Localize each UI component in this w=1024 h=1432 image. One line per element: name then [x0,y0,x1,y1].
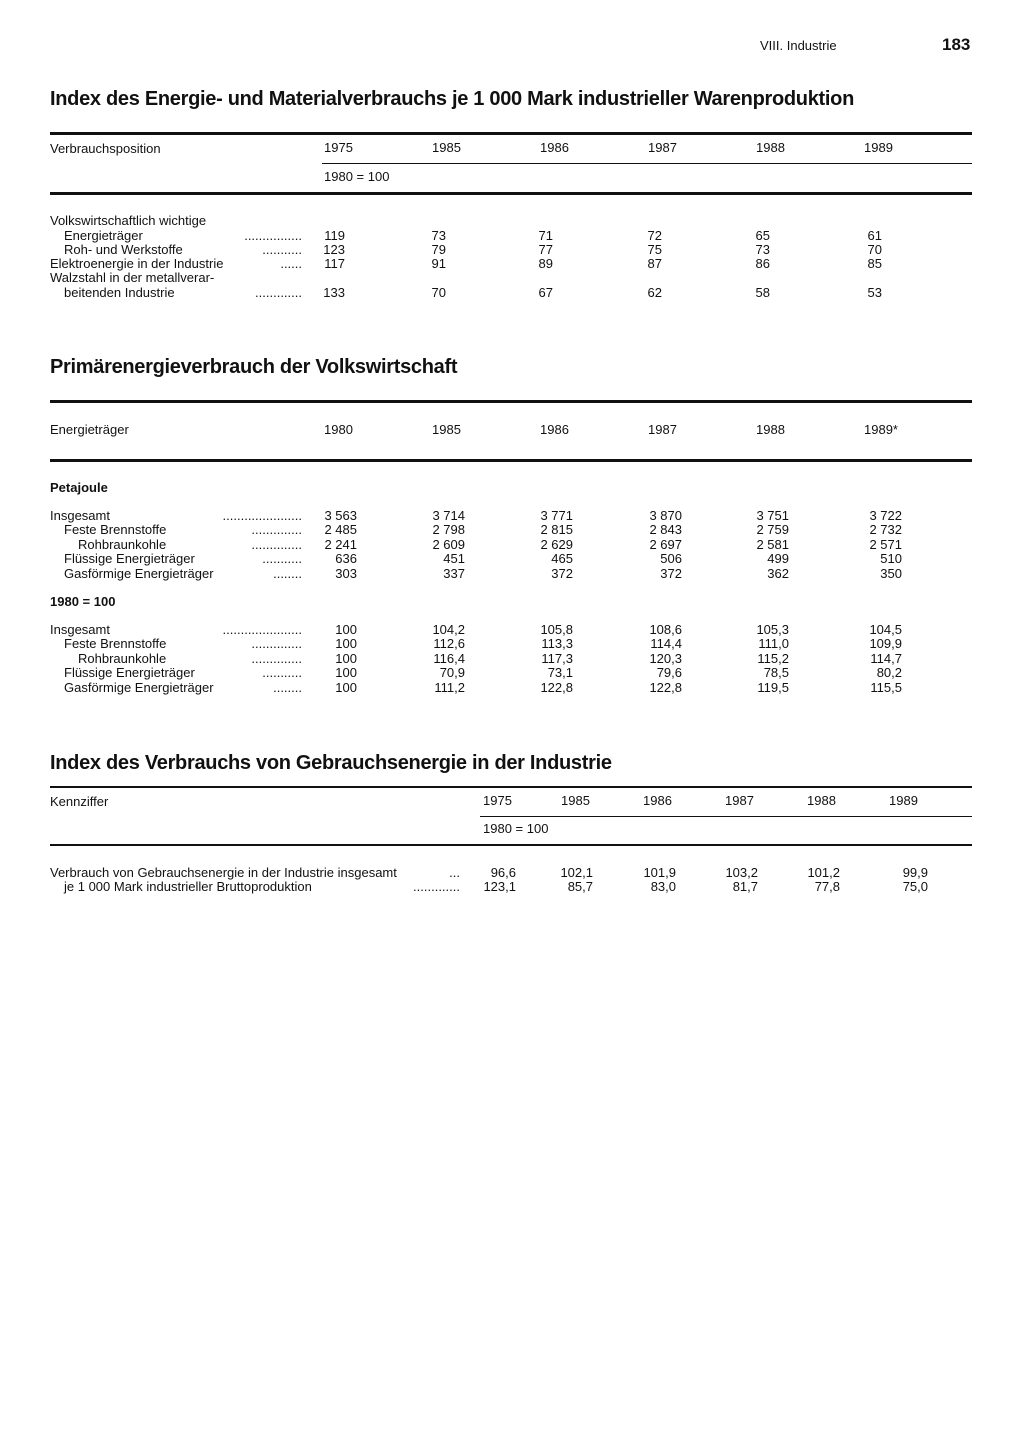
table1-cell: 117 [324,256,345,271]
table1-group-label: Volkswirtschaftlich wichtige [50,213,207,228]
table2-cell: 2 581 [756,536,789,552]
table2-cell: 111,2 [434,679,465,695]
table3-year-1989: 1989 [889,793,918,808]
table2-cell: 78,5 [763,665,789,681]
table1-base-note: 1980 = 100 [324,169,390,184]
table1-year-1989: 1989 [864,140,893,155]
table1-row-label: Energieträger [64,228,143,243]
table3-cell: 101,2 [807,865,840,880]
table2-stub-header: Energieträger [50,422,129,437]
table1-cell: 73 [755,242,770,257]
table2-cell: 104,2 [432,622,465,637]
table2-cell: 2 485 [324,522,357,538]
table2-row-dots: ........ [273,565,302,581]
table1-row-label: Elektroenergie in der Industrie [50,256,224,271]
table2-row-dots: .............. [251,536,302,552]
table2-cell: 3 751 [756,508,789,523]
table1-subheader-rule [322,163,972,164]
table2-row-dots: ...................... [222,508,302,523]
table2-row-label: Insgesamt [50,508,110,523]
table1-year-1988: 1988 [756,140,785,155]
table1-cell: 73 [431,228,446,243]
table2-cell: 3 563 [324,508,357,523]
table2-cell: 120,3 [649,650,682,666]
table2-cell: 113,3 [541,636,573,652]
table1-cell: 58 [755,285,770,300]
table3-row-label: je 1 000 Mark industrieller Bruttoproduktion [64,879,312,894]
table2-cell: 116,4 [433,650,465,666]
table2-cell: 100 [335,665,357,681]
table2-row-label: Gasförmige Energieträger [64,565,214,581]
table1-top-rule [50,132,972,135]
table1-cell: 62 [647,285,662,300]
table2-row-label: Feste Brennstoffe [64,522,167,538]
table3-year-1975: 1975 [483,793,512,808]
table2-cell: 3 714 [432,508,465,523]
table2-cell: 337 [443,565,465,581]
table2-header-bottom-rule [50,459,972,462]
table2-cell: 2 629 [540,536,573,552]
table1-cell: 72 [647,228,662,243]
table1-row-dots: ...... [280,256,302,271]
table1-cell: 71 [538,228,553,243]
table2-cell: 70,9 [439,665,465,681]
table2-cell: 114,7 [870,650,902,666]
table2-cell: 636 [335,551,357,567]
table1-cell: 133 [323,285,345,300]
table2-cell: 3 771 [540,508,573,523]
table2-row-dots: .............. [251,636,302,652]
table2-cell: 2 241 [324,536,357,552]
table2-cell: 2 815 [540,522,573,538]
table2-row-dots: .............. [251,650,302,666]
table3-cell: 101,9 [643,865,676,880]
table1-row-dots: ................ [244,228,302,243]
table2-cell: 117,3 [541,650,573,666]
table1-cell: 75 [647,242,662,257]
table1-cell: 65 [755,228,770,243]
table3-top-rule [50,786,972,788]
table2-row-label: Rohbraunkohle [78,536,167,552]
table2-cell: 2 798 [432,522,465,538]
table1-walzstahl-label: Walzstahl in der metallverar- [50,270,215,285]
running-header-section: VIII. Industrie [760,38,837,53]
table2-cell: 100 [335,679,357,695]
table1-cell: 86 [755,256,770,271]
table3-cell: 99,9 [902,865,928,880]
table3-year-1986: 1986 [643,793,672,808]
table1-row-dots: ........... [262,242,302,257]
table2-cell: 2 759 [756,522,789,538]
table2-row-dots: ...................... [222,622,302,637]
table2-cell: 114,4 [650,636,682,652]
table1-cell: 123 [323,242,345,257]
table3-cell: 83,0 [650,879,676,894]
table2-year-1989*: 1989* [864,422,898,437]
table1-cell: 77 [538,242,553,257]
table2-cell: 451 [443,551,465,567]
table2-row-label: Rohbraunkohle [78,650,167,666]
table2-cell: 3 722 [869,508,902,523]
table2-cell: 2 732 [869,522,902,538]
table2-cell: 109,9 [869,636,902,652]
table2-row-label: Flüssige Energieträger [64,551,195,567]
table2-cell: 122,8 [649,679,682,695]
table1-cell: 70 [867,242,882,257]
table2-cell: 372 [660,565,682,581]
table2-cell: 80,2 [876,665,902,681]
table1-header-bottom-rule [50,192,972,195]
table2-cell: 2 609 [432,536,465,552]
table1-cell: 67 [538,285,553,300]
table2-cell: 112,6 [433,636,465,652]
table2-row-label: Gasförmige Energieträger [64,679,214,695]
table2-cell: 362 [767,565,789,581]
table2-cell: 506 [660,551,682,567]
table1-row-dots: ............. [255,285,302,300]
table2-cell: 100 [335,650,357,666]
table1-year-1986: 1986 [540,140,569,155]
table1-stub-header: Verbrauchsposition [50,141,161,156]
page-number: 183 [942,35,971,54]
table3-cell: 81,7 [732,879,758,894]
table2-cell: 111,0 [758,636,789,652]
table2-cell: 115,2 [757,650,789,666]
table1-cell: 91 [431,256,446,271]
table1-cell: 70 [431,285,446,300]
table2-cell: 104,5 [869,622,902,637]
table3-cell: 85,7 [567,879,593,894]
table2-row-label: Feste Brennstoffe [64,636,167,652]
table2-cell: 372 [551,565,573,581]
table1-row-label: beitenden Industrie [64,285,175,300]
table2-section-petajoule: Petajoule [50,480,108,495]
table2-cell: 350 [880,565,902,581]
table2-row-dots: ........ [273,679,302,695]
table1-year-1987: 1987 [648,140,677,155]
table1-year-1975: 1975 [324,140,353,155]
table3-row-dots: ............. [413,879,460,894]
table1-title: Index des Energie- und Materialverbrauchs je 1 000 Mark industrieller Warenproduktion [50,88,854,110]
table3-year-1988: 1988 [807,793,836,808]
table2-year-1987: 1987 [648,422,677,437]
table2-title: Primärenergieverbrauch der Volkswirtschaft [50,356,458,378]
table3-title: Index des Verbrauchs von Gebrauchsenergie in der Industrie [50,752,612,774]
table2-cell: 100 [335,636,357,652]
table3-year-1985: 1985 [561,793,590,808]
table2-cell: 105,3 [756,622,789,637]
table3-cell: 103,2 [725,865,758,880]
table2-cell: 465 [551,551,573,567]
table2-cell: 510 [880,551,902,567]
table1-cell: 79 [431,242,446,257]
table2-cell: 105,8 [540,622,573,637]
table2-row-dots: ........... [262,665,302,681]
table3-cell: 75,0 [902,879,928,894]
table1-cell: 85 [867,256,882,271]
table2-cell: 499 [767,551,789,567]
table2-cell: 2 843 [649,522,682,538]
table2-row-label: Flüssige Energieträger [64,665,195,681]
table2-row-label: Insgesamt [50,622,110,637]
table3-cell: 102,1 [560,865,593,880]
table2-year-1988: 1988 [756,422,785,437]
table2-year-1985: 1985 [432,422,461,437]
table1-cell: 61 [867,228,882,243]
table2-row-dots: .............. [251,522,302,538]
table3-row-label: Verbrauch von Gebrauchsenergie in der Industrie insgesamt [50,865,397,880]
table1-year-1985: 1985 [432,140,461,155]
table1-row-label: Roh- und Werkstoffe [64,242,183,257]
table3-base-note: 1980 = 100 [483,821,549,836]
table1-cell: 87 [647,256,662,271]
table2-year-1980: 1980 [324,422,353,437]
table2-cell: 115,5 [870,679,902,695]
table2-cell: 122,8 [540,679,573,695]
table2-cell: 73,1 [547,665,573,681]
table2-top-rule [50,400,972,403]
table1-cell: 119 [324,228,345,243]
table3-cell: 123,1 [483,879,516,894]
table2-cell: 119,5 [757,679,789,695]
table3-header-bottom-rule [50,844,972,846]
table3-cell: 96,6 [490,865,516,880]
table2-cell: 2 697 [649,536,682,552]
table2-cell: 108,6 [649,622,682,637]
table2-cell: 100 [335,622,357,637]
table2-section-index: 1980 = 100 [50,594,116,609]
table2-year-1986: 1986 [540,422,569,437]
table2-row-dots: ........... [262,551,302,567]
table2-cell: 303 [335,565,357,581]
table3-stub-header: Kennziffer [50,794,109,809]
table2-cell: 79,6 [656,665,682,681]
table2-cell: 2 571 [869,536,902,552]
table1-cell: 53 [867,285,882,300]
table3-subheader-rule [480,816,972,817]
table3-row-dots: ... [449,865,460,880]
table3-year-1987: 1987 [725,793,754,808]
table2-cell: 3 870 [649,508,682,523]
table1-cell: 89 [538,256,553,271]
table3-cell: 77,8 [814,879,840,894]
